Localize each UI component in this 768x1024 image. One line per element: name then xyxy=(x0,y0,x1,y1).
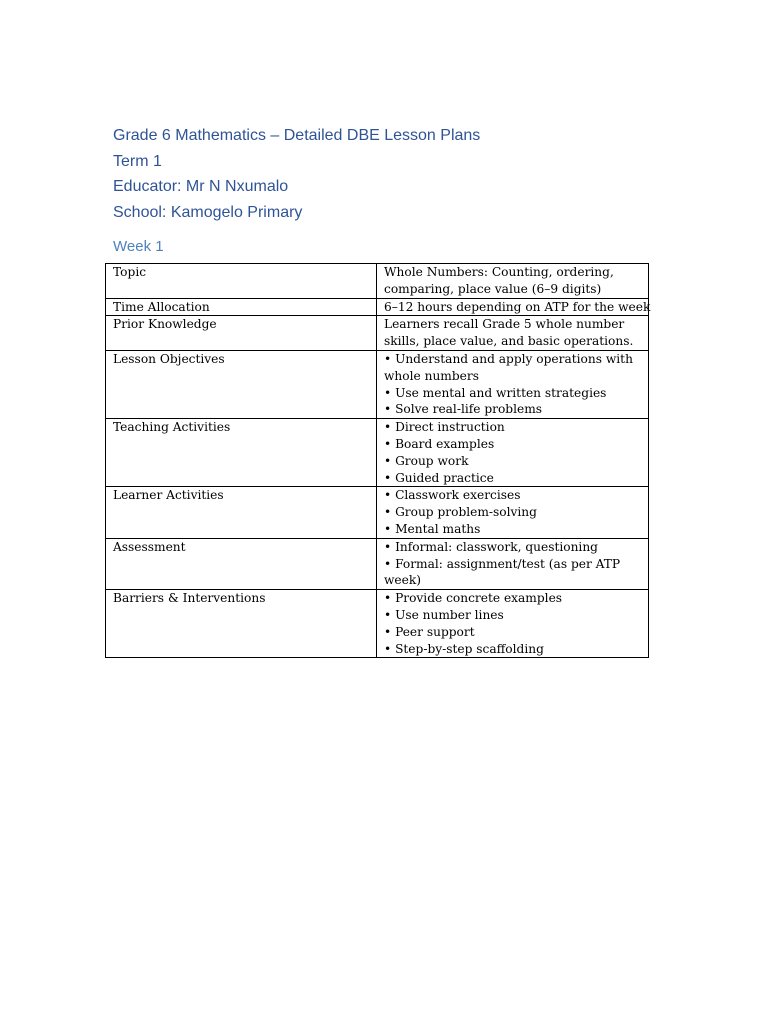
row-value xyxy=(377,487,649,538)
row-value-line: • Direct instruction xyxy=(384,420,505,435)
document-header xyxy=(113,123,480,225)
row-label: Barriers & Interventions xyxy=(106,590,377,658)
row-value-line: Learners recall Grade 5 whole number xyxy=(384,317,625,332)
row-value-line: • Formal: assignment/test (as per ATP xyxy=(384,556,621,571)
table-row xyxy=(106,316,649,351)
row-value-line: • Use number lines xyxy=(384,607,504,622)
row-value-line: • Classwork exercises xyxy=(384,488,521,503)
row-value xyxy=(377,264,649,299)
document-title: Grade 6 Mathematics – Detailed DBE Lesson Plans xyxy=(113,127,481,144)
row-value xyxy=(377,538,649,589)
row-value-line: • Provide concrete examples xyxy=(384,591,563,606)
row-label: Teaching Activities xyxy=(106,419,377,487)
row-label: Topic xyxy=(106,264,377,299)
row-value-line: Whole Numbers: Counting, ordering, xyxy=(384,265,614,279)
row-value-line: • Board examples xyxy=(384,436,495,451)
table-row xyxy=(106,590,649,658)
row-value-line: • Solve real-life problems xyxy=(384,402,543,417)
row-value-line: skills, place value, and basic operations. xyxy=(384,334,634,349)
table-row xyxy=(106,264,649,299)
row-value-line: • Informal: classwork, questioning xyxy=(384,539,598,554)
row-label: Assessment xyxy=(106,538,377,589)
row-value-line: • Use mental and written strategies xyxy=(384,385,607,400)
school-line: School: Kamogelo Primary xyxy=(113,203,303,221)
row-label: Lesson Objectives xyxy=(106,350,377,418)
row-value-line: • Guided practice xyxy=(384,470,494,485)
row-label: Learner Activities xyxy=(106,487,377,538)
table-row xyxy=(106,538,649,589)
row-value-line: • Peer support xyxy=(384,624,475,639)
row-value xyxy=(377,419,649,487)
table-row xyxy=(106,298,649,316)
row-value-line: • Understand and apply operations with xyxy=(384,351,633,366)
row-value xyxy=(377,350,649,418)
table-row xyxy=(106,419,649,487)
row-label: Prior Knowledge xyxy=(106,316,377,351)
row-label: Time Allocation xyxy=(106,298,377,316)
table-row xyxy=(106,487,649,538)
row-value-line: • Mental maths xyxy=(384,521,481,536)
row-value-line: week) xyxy=(384,573,421,588)
row-value xyxy=(377,316,649,351)
row-value-line: whole numbers xyxy=(384,368,479,383)
row-value-line: • Group problem-solving xyxy=(384,505,537,520)
row-value xyxy=(377,590,649,658)
term-line: Term 1 xyxy=(113,152,162,170)
row-value-line: comparing, place value (6–9 digits) xyxy=(384,281,602,296)
lesson-plan-table xyxy=(105,263,649,658)
table-row xyxy=(106,350,649,418)
row-value-line: • Step-by-step scaffolding xyxy=(384,641,544,656)
educator-line: Educator: Mr N Nxumalo xyxy=(113,178,289,195)
row-value-line: • Group work xyxy=(384,453,469,468)
row-value-line: 6–12 hours depending on ATP for the week xyxy=(384,299,651,314)
row-value xyxy=(377,298,649,316)
week-heading: Week 1 xyxy=(113,238,164,255)
